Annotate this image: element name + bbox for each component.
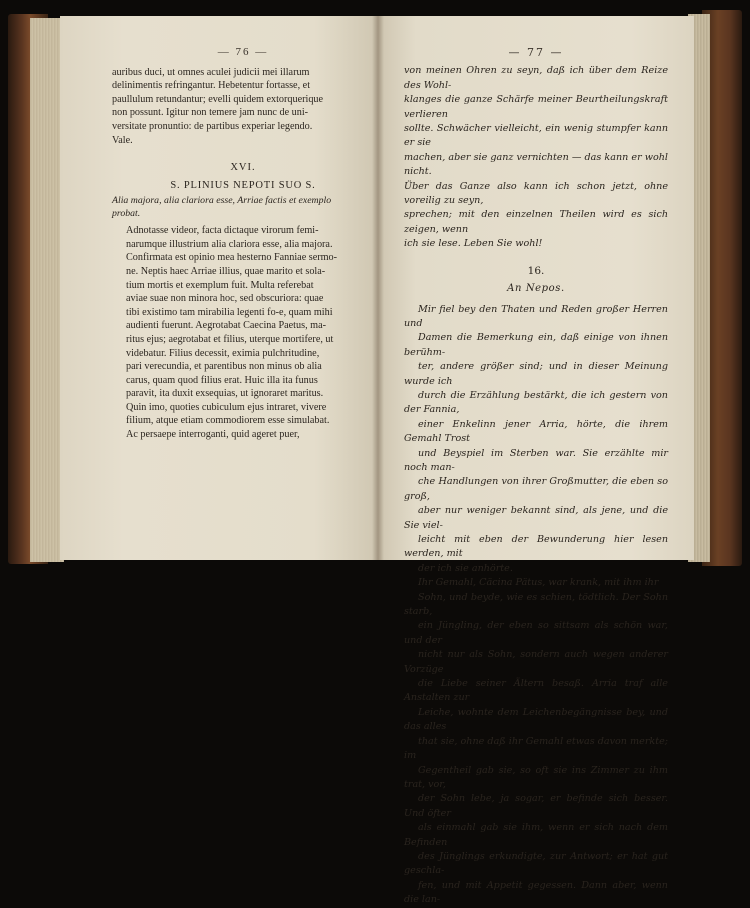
- text-line: Adnotasse videor, facta dictaque virorum femi-: [126, 225, 319, 237]
- latin-body-paragraph: [112, 224, 374, 442]
- text-line: che Handlungen von ihrer Großmutter, die eben so groß,: [404, 476, 668, 502]
- text-line: aber nur weniger bekannt sind, als jene, und die Sie viel-: [404, 505, 668, 531]
- text-line: delinimentis refringantur. Hebetentur fortasse, et: [112, 80, 311, 92]
- text-line: der ich sie anhörte.: [418, 562, 513, 574]
- text-line: aviae suae non minora hoc, sed obscuriora: quae: [126, 293, 324, 305]
- text-line: durch die Erzählung bestärkt, die ich gestern von der Fannia,: [404, 389, 668, 416]
- text-line: narumque illustrium alia clariora esse, alia majora.: [126, 238, 333, 250]
- text-line: ter, andere größer sind; und in dieser Meinung wurde ich: [404, 361, 668, 387]
- text-line: Vale.: [112, 134, 133, 146]
- text-line: carus, quam quod filius erat. Huic illa ita funus: [126, 374, 318, 386]
- text-line: und Beyspiel im Sterben war. Sie erzählte mir noch man-: [404, 447, 668, 473]
- text-line: von meinen Ohren zu seyn, daß ich über dem Reize des Wohl-: [404, 65, 668, 91]
- text-line: tium mortis et exemplum fuit. Multa referebat: [126, 279, 314, 291]
- text-line: Gegentheil gab sie, so oft sie ins Zimmer zu ihm trat, vor,: [404, 764, 668, 790]
- german-intro-paragraph: [404, 64, 668, 251]
- text-line: that sie, ohne daß ihr Gemahl etwas davon merkte; im: [404, 735, 668, 762]
- text-line: klanges die ganze Schärfe meiner Beurtheilungskraft verlieren: [404, 94, 668, 120]
- text-line: Damen die Bemerkung ein, daß einige von ihnen berühm-: [404, 332, 668, 358]
- text-line: auribus duci, ut omnes aculei judicii mei illarum: [112, 66, 310, 78]
- german-body-paragraph-2: [404, 576, 668, 907]
- text-line: audienti fuerunt. Aegrotabat Caecina Paetus, ma-: [126, 320, 326, 332]
- book-gutter: [372, 16, 384, 560]
- text-line: ein Jüngling, der eben so sittsam als schön war, und der: [404, 620, 668, 646]
- text-line: nicht nur als Sohn, sondern auch wegen anderer Vorzüge: [404, 649, 668, 675]
- latin-text: [112, 46, 374, 442]
- page-number-right: — 77 —: [508, 46, 564, 59]
- text-line: paullulum retundantur; evelli quidem extorquerique: [112, 93, 324, 105]
- german-text: [404, 46, 668, 908]
- text-line: tibi existimo tam mirabilia legenti fo-e, quam mihi: [126, 306, 333, 318]
- text-line: ich sie lese. Leben Sie wohl!: [404, 238, 543, 250]
- text-line: sprechen; mit den einzelnen Theilen wird es sich zeigen, wenn: [404, 209, 668, 235]
- text-line: filium, atque etiam commodiorem esse simulabat.: [126, 415, 330, 427]
- text-line: des Jünglings erkundigte, zur Antwort; er hat gut geschla-: [404, 850, 668, 877]
- text-line: sollte. Schwächer vielleicht, ein wenig stumpfer kann er sie: [404, 123, 668, 149]
- text-line: Leiche, wohnte dem Leichenbegängnisse bey, und das alles: [404, 706, 668, 733]
- text-line: Alia majora, alia clariora esse, Arriae factis et exemplo: [112, 195, 332, 207]
- letter-argument: [112, 195, 374, 220]
- page-number-left: — 76 —: [217, 46, 269, 58]
- right-page: [378, 16, 694, 906]
- letter-heading-right: An Nepos.: [507, 283, 565, 295]
- text-line: machen, aber sie ganz vernichten — das kann er wohl nicht.: [404, 151, 668, 178]
- text-line: videbatur. Filius decessit, eximia pulchritudine,: [126, 347, 320, 359]
- letter-heading-left: S. PLINIUS NEPOTI SUO S.: [170, 179, 316, 191]
- text-line: Confirmata est opinio mea hesterno Fanniae sermo-: [126, 252, 338, 264]
- german-body-paragraph-1: [404, 303, 668, 577]
- text-line: Mir fiel bey den Thaten und Reden großer Herren und: [404, 303, 668, 329]
- text-line: Quin imo, quoties cubiculum ejus intraret, vivere: [126, 401, 327, 413]
- text-line: die Liebe seiner Ältern besaß. Arria traf alle Anstalten zur: [404, 678, 668, 704]
- text-line: leicht mit eben der Bewunderung hier lesen werden, mit: [404, 534, 668, 560]
- page-stack-left: [30, 18, 64, 562]
- text-line: non possunt. Igitur non temere jam nunc de uni-: [112, 107, 309, 119]
- text-line: einer Enkelinn jener Arria, hörte, die ihrem Gemahl Trost: [404, 418, 668, 445]
- section-number-left: XVI.: [230, 162, 256, 174]
- text-line: probat.: [112, 207, 141, 219]
- text-line: Sohn, und beyde, wie es schien, tödtlich. Der Sohn starb,: [404, 591, 668, 618]
- text-line: pari verecundia, et parentibus non minus ob alia: [126, 361, 322, 373]
- text-line: ritus ejus; aegrotabat et filius, uterque mortifere, ut: [126, 333, 334, 345]
- text-line: ne. Neptis haec Arriae illius, quae marito et sola-: [126, 265, 326, 277]
- text-line: Ihr Gemahl, Cäcina Pätus, war krank, mit ihm ihr: [418, 577, 659, 589]
- section-number-right: 16.: [527, 264, 545, 277]
- text-line: Über das Ganze also kann ich schon jetzt, ohne voreilig zu seyn,: [404, 180, 668, 207]
- text-line: der Sohn lebe, ja sogar, er befinde sich besser. Und öfter: [404, 793, 668, 819]
- text-line: paravit, ita duxit exsequias, ut ignoraret maritus.: [126, 388, 324, 400]
- text-line: versitate pronuntio: de partibus experiar legendo.: [112, 120, 313, 132]
- text-line: Ac persaepe interroganti, quid ageret puer,: [126, 429, 300, 441]
- text-line: als einmahl gab sie ihm, wenn er sich nach dem Befinden: [404, 822, 668, 848]
- text-line: fen, und mit Appetit gegessen. Dann aber, wenn die lan-: [404, 879, 668, 906]
- latin-intro-paragraph: [112, 66, 374, 148]
- left-page: [60, 16, 378, 560]
